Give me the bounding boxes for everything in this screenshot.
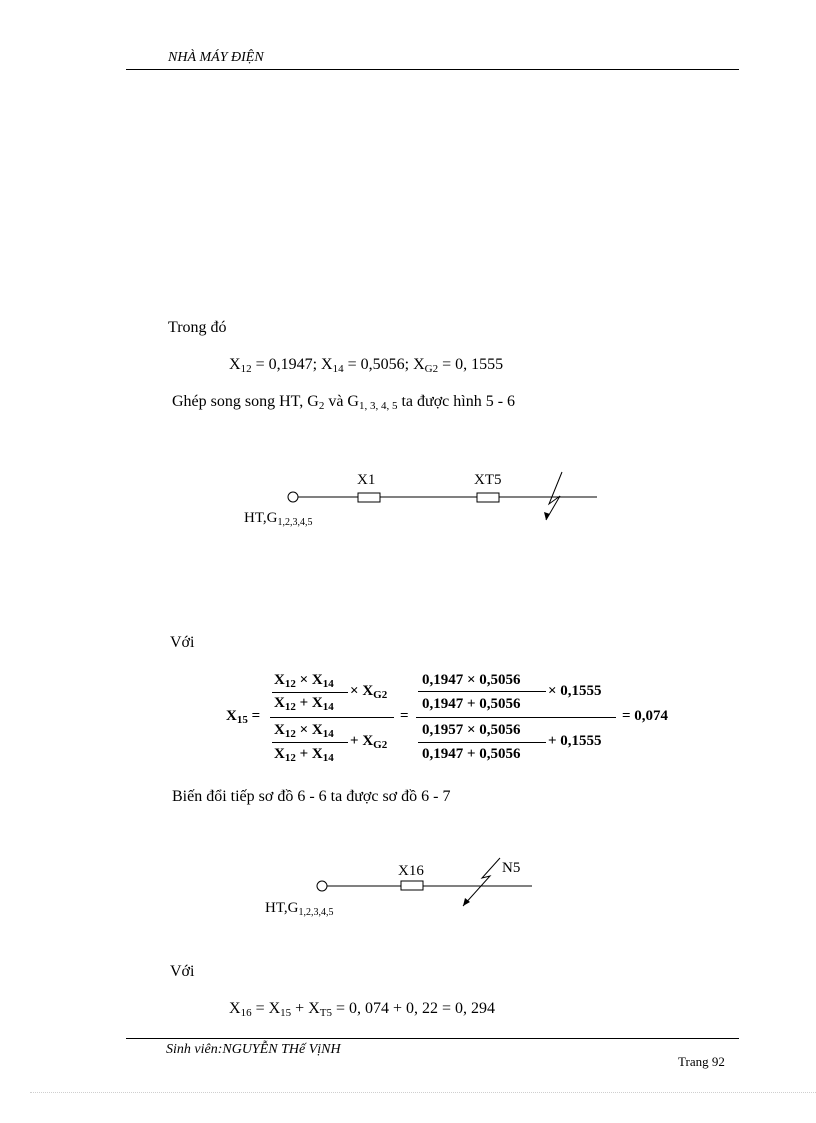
reactance-x16-box [401,881,423,890]
fault-arrow [546,472,562,520]
source-label: $HT,G_{1,2,3,4,5}$ [244,510,313,528]
sym-den-bottom: $X_{12} + X_{14}$ [274,746,334,764]
formula-result: = 0,074 [622,708,669,724]
ghep-song-song-text: Ghép song song HT, $G_2$ và $G_{1, 3, 4, 5}$ ta được hình 5 - 6 [172,393,516,412]
sym-num-mul: × $X_{G2}$ [350,683,388,701]
header-rule [126,69,739,70]
fault-arrow-2 [463,858,500,906]
footer-student: Sinh viên:NGUYỄN THế VịNH [166,1042,341,1057]
page-bottom-edge [30,1092,816,1093]
label-n5: N5 [502,860,521,876]
den-bottom: 0,1947 + 0,5056 [422,746,521,762]
sym-num-top: $X_{12} \times X_{14}$ [274,672,334,690]
den-top: 0,1957 × 0,5056 [422,722,521,738]
num-inner-bar [418,691,546,692]
equation-x16: $X_{16} = X_{15} + X_{T5} = 0$, 074 + 0, 22 = 0, 294 [229,1000,496,1019]
page-header-title: NHÀ MÁY ĐIỆN [168,50,264,65]
sym-num-bottom: $X_{12} + X_{14}$ [274,695,334,713]
reactance-xt5-box [477,493,499,502]
label-x1: X1 [357,472,376,488]
den-add: + 0,1555 [548,733,602,749]
num-top: 0,1947 × 0,5056 [422,672,521,688]
x15-formula [226,666,686,770]
bien-doi-text: Biến đổi tiếp sơ đồ 6 - 6 ta được sơ đồ 6 - 7 [172,788,451,805]
num-mul: × 0,1555 [548,683,602,699]
trong-do-text: Trong đó [168,319,227,336]
formula-equals: = [400,708,409,724]
reactance-x1-box [358,493,380,502]
formula-lhs: $X_{15}$ = [226,708,261,726]
source-label-2: $HT,G_{1,2,3,4,5}$ [265,900,334,918]
sym-den-bar [272,742,348,743]
footer-rule [126,1038,739,1039]
sym-main-bar [270,717,394,718]
circuit-diagram-5-6 [230,460,610,540]
equation-values: $X_{12} = 0,1947$; $X_{14} = 0,5056$; $X_{G2} = 0$, 1555 [229,356,504,375]
voi-text-1: Với [170,634,195,651]
page-number: Trang 92 [678,1054,725,1069]
num-main-bar [416,717,616,718]
num-bottom: 0,1947 + 0,5056 [422,696,521,712]
source-node-2 [317,881,327,891]
voi-text-2: Với [170,963,195,980]
label-xt5: XT5 [474,472,502,488]
source-node [288,492,298,502]
sym-den-add: + $X_{G2}$ [350,733,388,751]
sym-num-bar [272,692,348,693]
label-x16: X16 [398,863,424,879]
den-inner-bar [418,742,546,743]
circuit-diagram-6-7 [250,850,550,930]
sym-den-top: $X_{12} \times X_{14}$ [274,722,334,740]
